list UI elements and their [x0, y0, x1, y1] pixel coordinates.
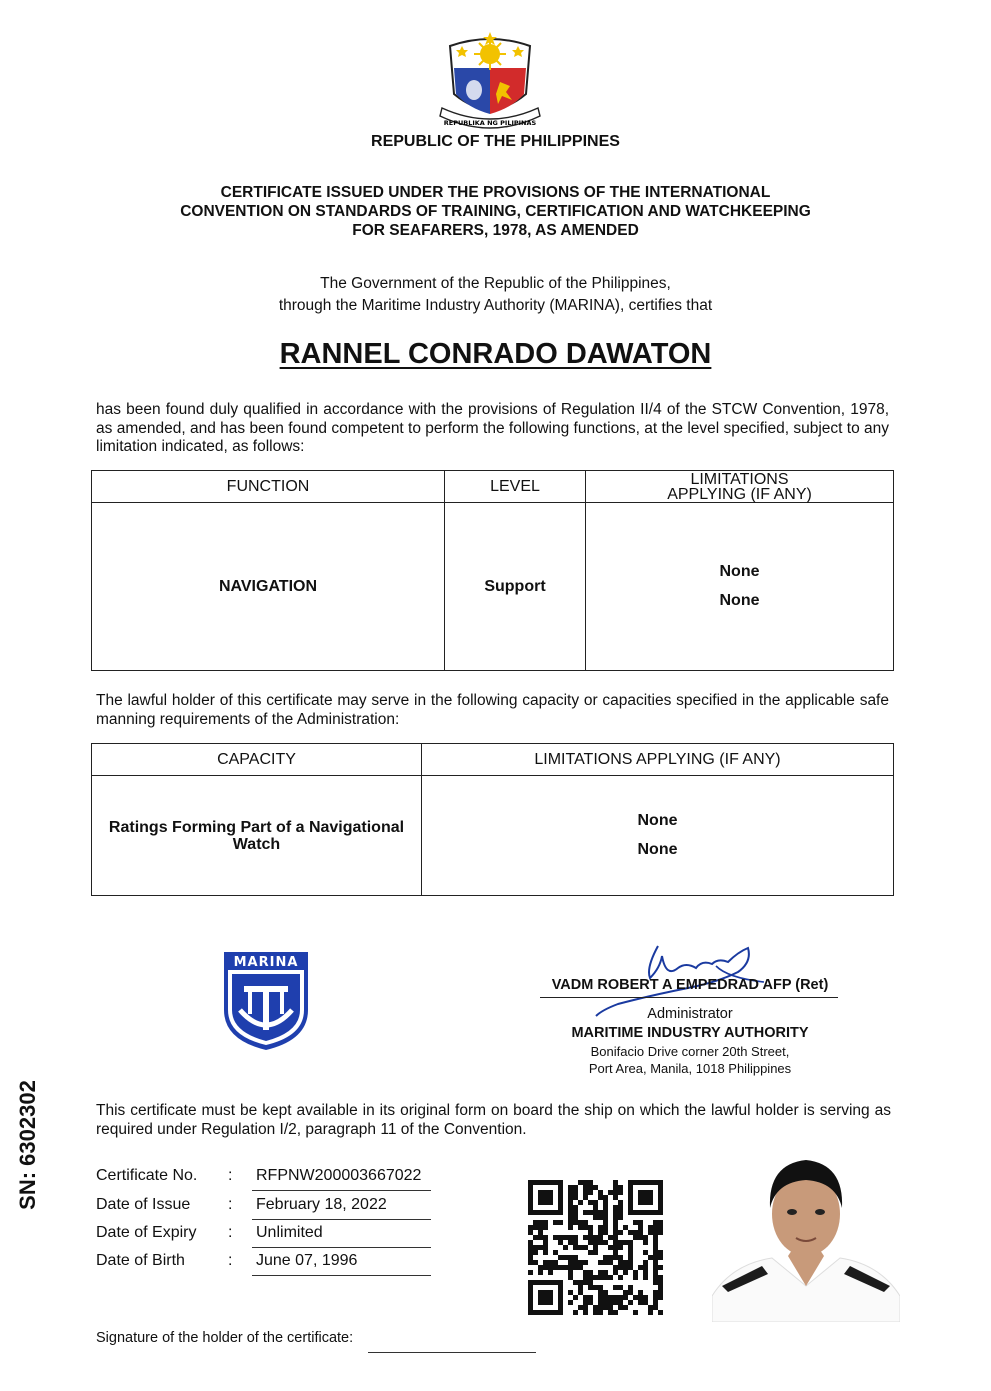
holder-name [0, 338, 991, 371]
country-title: REPUBLIC OF THE PHILIPPINES [371, 133, 620, 150]
limitations-header-line-1: LIMITATIONS [690, 470, 789, 488]
capacity-cell [92, 776, 422, 896]
limitation-value: None [719, 563, 760, 580]
detail-value: RFPNW200003667022 [256, 1167, 422, 1184]
detail-underline [252, 1275, 431, 1276]
detail-colon: : [228, 1252, 233, 1269]
detail-value: June 07, 1996 [256, 1252, 358, 1269]
limitations-header [586, 471, 894, 503]
capacity-paragraph: The lawful holder of this certificate may serve in the following capacity or capacities specified in the applicable safe manning requirements of the Administration: [96, 692, 889, 728]
detail-colon: : [228, 1167, 233, 1184]
administrator-block [540, 1005, 840, 1077]
detail-label: Date of Expiry [96, 1224, 197, 1241]
svg-text:REPUBLIKA NG PILIPINAS: REPUBLIKA NG PILIPINAS [443, 119, 537, 127]
limitation-value: None [719, 592, 760, 609]
holder-photo [712, 1146, 900, 1322]
detail-label: Date of Birth [96, 1252, 185, 1269]
government-intro [0, 273, 991, 317]
limitation-value: None [637, 812, 678, 829]
capacity-table [91, 743, 894, 896]
certificate-heading [0, 183, 991, 240]
qualification-paragraph: has been found duly qualified in accordance with the provisions of Regulation II/4 of the STCW Convention, 1978, as amended, and has been found competent to perform the following functions, at the level specified, subject to any limitation indicated, as follows: [96, 401, 889, 455]
detail-value: Unlimited [256, 1224, 323, 1241]
level-cell: Support [445, 503, 586, 671]
administrator-signature-line [540, 997, 838, 998]
capacity-line-1: Ratings Forming Part of a Navigational [108, 818, 405, 836]
qr-code [528, 1180, 663, 1315]
capacity-header: CAPACITY [92, 744, 422, 776]
marina-logo [222, 950, 310, 1052]
serial-number: SN: 6302302 [15, 1080, 40, 1210]
detail-colon: : [228, 1196, 233, 1213]
limitation-value: None [637, 841, 678, 858]
detail-underline [252, 1247, 431, 1248]
heading-line-1: CERTIFICATE ISSUED UNDER THE PROVISIONS OF THE INTERNATIONAL [220, 184, 771, 201]
agency-address-line-1: Bonifacio Drive corner 20th Street, [590, 1044, 790, 1059]
agency-address-line-2: Port Area, Manila, 1018 Philippines [588, 1061, 792, 1076]
intro-line-2: through the Maritime Industry Authority (MARINA), certifies that [278, 297, 713, 314]
function-cell: NAVIGATION [92, 503, 445, 671]
heading-line-3: FOR SEAFARERS, 1978, AS AMENDED [352, 222, 639, 239]
detail-label: Date of Issue [96, 1196, 191, 1213]
detail-colon: : [228, 1224, 233, 1241]
intro-line-1: The Government of the Republic of the Philippines, [320, 275, 671, 292]
holder-signature-label: Signature of the holder of the certificate: [96, 1330, 354, 1346]
capacity-line-2: Watch [232, 835, 281, 853]
limitations-header-line-2: APPLYING (IF ANY) [667, 485, 812, 503]
heading-line-2: CONVENTION ON STANDARDS OF TRAINING, CERTIFICATION AND WATCHKEEPING [180, 203, 811, 220]
philippine-seal [434, 24, 546, 136]
detail-value: February 18, 2022 [256, 1196, 387, 1213]
function-header: FUNCTION [92, 471, 445, 503]
administrator-title: Administrator [647, 1006, 733, 1022]
custody-paragraph: This certificate must be kept available in its original form on board the ship on which the lawful holder is serving as required under Regulation I/2, paragraph 11 of the Convention. [96, 1102, 891, 1138]
function-table [91, 470, 894, 671]
limitations-cell [586, 503, 894, 671]
detail-underline [252, 1190, 431, 1191]
level-header: LEVEL [445, 471, 586, 503]
holder-signature-line [368, 1352, 536, 1353]
capacity-limitations-header: LIMITATIONS APPLYING (IF ANY) [422, 744, 894, 776]
holder-name-text: RANNEL CONRADO DAWATON [279, 338, 712, 370]
capacity-limitations-cell [422, 776, 894, 896]
detail-underline [252, 1219, 431, 1220]
marina-logo-text: MARINA [233, 955, 299, 970]
detail-label: Certificate No. [96, 1167, 198, 1184]
agency-name: MARITIME INDUSTRY AUTHORITY [571, 1025, 809, 1041]
administrator-name: VADM ROBERT A EMPEDRAD AFP (Ret) [551, 977, 829, 993]
